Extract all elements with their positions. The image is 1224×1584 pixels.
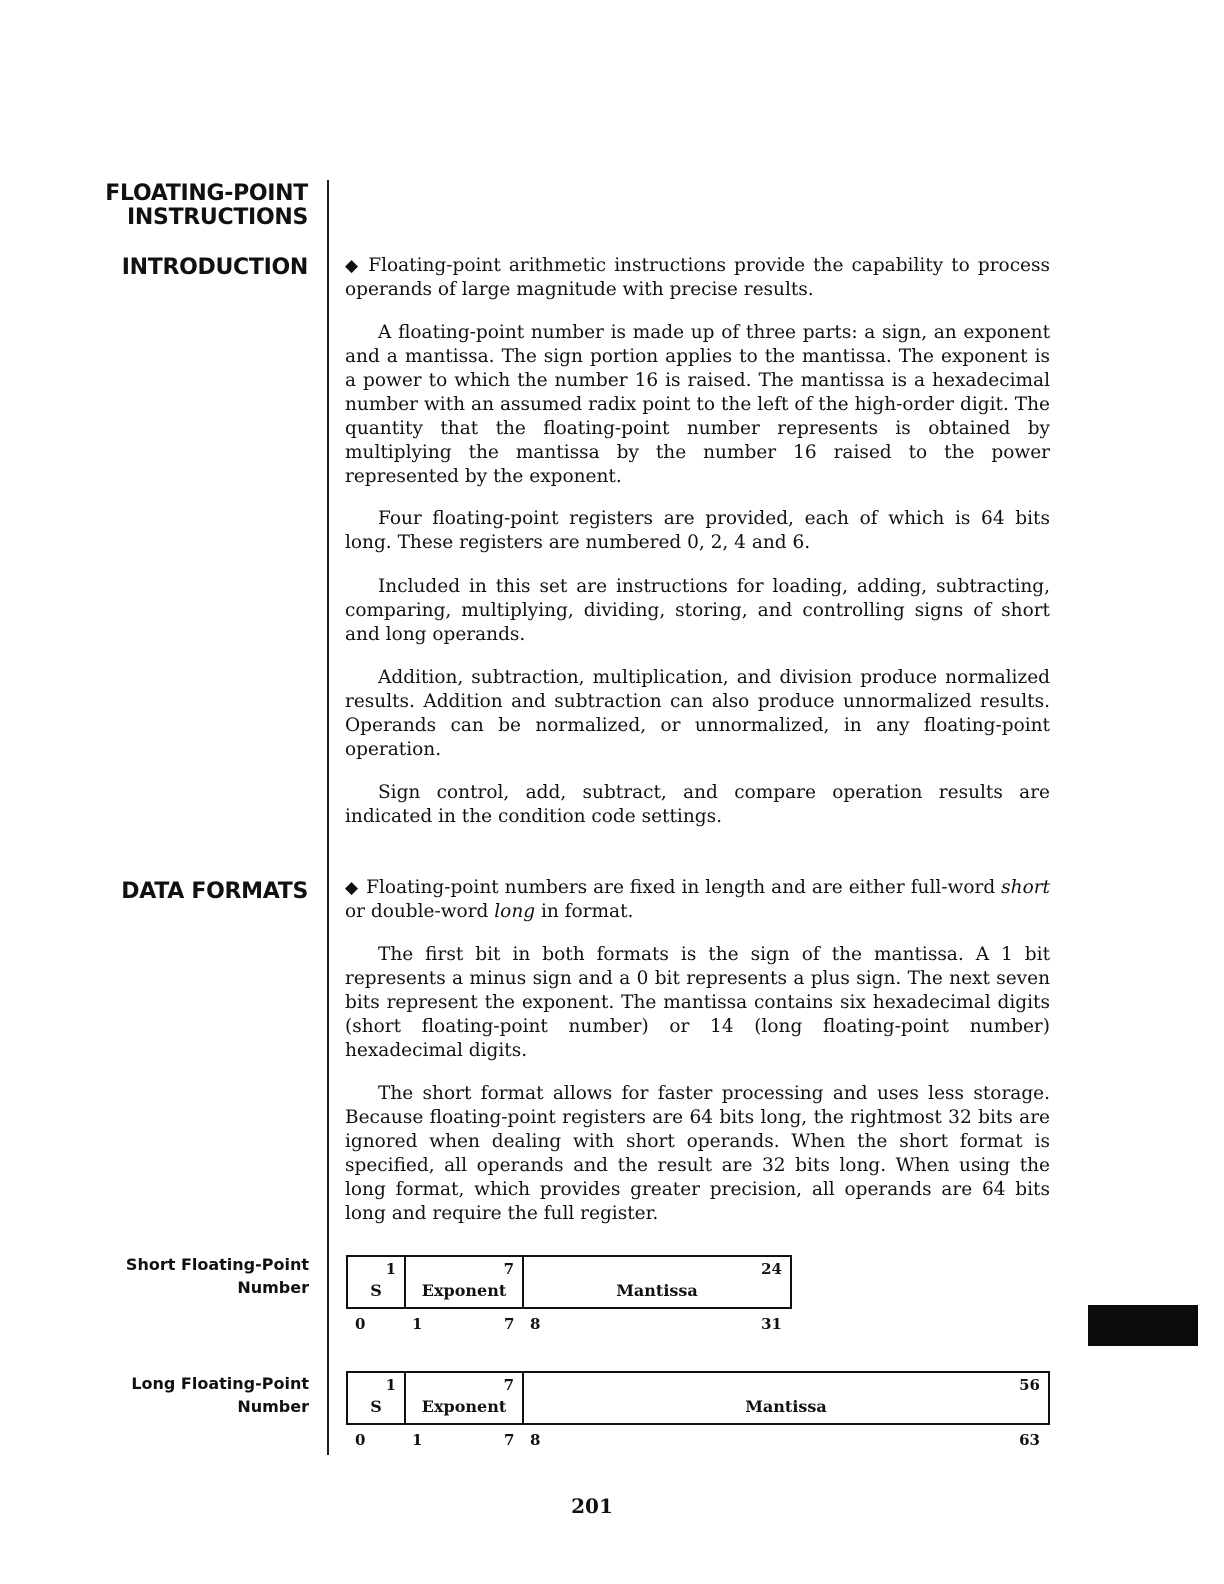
short-bit-positions [346, 1315, 792, 1335]
intro-paragraph-3: Four floating-point registers are provided, each of which is 64 bits long. These registers are numbered 0, 2, 4 and 6. [345, 508, 1050, 553]
mantissa-field [524, 1373, 1048, 1423]
intro-paragraph-2: A floating-point number is made up of three parts: a sign, an exponent and a mantissa. The sign portion applies to the mantissa. The exponent is a power to which the number 16 is raised. The mantissa is a hexadecimal number with an assumed radix point to the left of the high-order digit. The quantity that the floating-point number represents is obtained by multiplying the mantissa by the number 16 raised to the power represented by the exponent. [345, 322, 1050, 487]
field-name: S [370, 1397, 382, 1416]
bit-label: 1 [412, 1315, 423, 1333]
field-name: Mantissa [616, 1281, 698, 1300]
section-title: FLOATING-POINT INSTRUCTIONS [105, 181, 308, 230]
data-formats-paragraph-3: The short format allows for faster processing and uses less storage. Because floating-point registers are 64 bits long, the rightmost 32 bits are ignored when dealing with short operands. When the short format is specified, all operands and the result are 32 bits long. When using the long format, which provides greater precision, all operands are 64 bits long and require the full register. [345, 1083, 1050, 1224]
field-width: 24 [761, 1260, 782, 1278]
section-tab-marker [1088, 1305, 1198, 1346]
bit-label: 8 [530, 1315, 541, 1333]
page-number: 201 [571, 1494, 613, 1518]
bit-label: 1 [412, 1431, 423, 1449]
df-p1-a: Floating-point numbers are fixed in length and are either full-word [366, 877, 996, 898]
df-p1-short: short [1001, 877, 1050, 898]
df-p1-long: long [494, 901, 536, 922]
field-width: 1 [385, 1260, 396, 1278]
field-name: Exponent [421, 1281, 507, 1300]
df-p1-end: in format. [540, 901, 634, 922]
long-format-label: Long Floating-Point Number [131, 1374, 309, 1416]
data-formats-paragraph-1 [345, 876, 1050, 924]
sign-field [348, 1373, 406, 1423]
bit-label: 0 [355, 1431, 366, 1449]
bit-label: 63 [1019, 1431, 1040, 1449]
field-name: Mantissa [745, 1397, 827, 1416]
intro-paragraph-1 [345, 254, 1050, 302]
heading-introduction: INTRODUCTION [121, 255, 308, 280]
long-format-diagram [346, 1371, 1050, 1425]
sign-field [348, 1257, 406, 1307]
short-format-label: Short Floating-Point Number [125, 1255, 309, 1297]
bit-label: 7 [504, 1315, 515, 1333]
field-name: Exponent [421, 1397, 507, 1416]
field-width: 56 [1019, 1376, 1040, 1394]
intro-paragraph-5: Addition, subtraction, multiplication, and division produce normalized results. Addition and subtraction can also produce unnormalized results. Operands can be normalized, or unnormalized, in any floating-point operation. [345, 667, 1050, 760]
long-bit-positions [346, 1431, 1050, 1451]
df-p1-mid: or double-word [345, 901, 489, 922]
bit-label: 0 [355, 1315, 366, 1333]
heading-data-formats: DATA FORMATS [121, 879, 308, 904]
diamond-bullet-icon: ◆ [345, 256, 361, 276]
intro-paragraph-1-text: Floating-point arithmetic instructions provide the capability to process operands of large magnitude with precise results. [345, 255, 1050, 300]
bit-label: 7 [504, 1431, 515, 1449]
short-format-diagram [346, 1255, 792, 1309]
field-name: S [370, 1281, 382, 1300]
bit-label: 8 [530, 1431, 541, 1449]
data-formats-paragraph-2: The first bit in both formats is the sign of the mantissa. A 1 bit represents a minus sign and a 0 bit represents a plus sign. The next seven bits represent the exponent. The mantissa contains six hexadecimal digits (short floating-point number) or 14 (long floating-point number) hexadecimal digits. [345, 944, 1050, 1061]
exponent-field [406, 1257, 524, 1307]
vertical-rule [327, 180, 329, 1455]
intro-paragraph-6: Sign control, add, subtract, and compare operation results are indicated in the condition code settings. [345, 782, 1050, 827]
bit-label: 31 [761, 1315, 782, 1333]
exponent-field [406, 1373, 524, 1423]
mantissa-field [524, 1257, 790, 1307]
diamond-bullet-icon: ◆ [345, 878, 359, 898]
field-width: 7 [503, 1376, 514, 1394]
field-width: 7 [503, 1260, 514, 1278]
intro-paragraph-4: Included in this set are instructions for loading, adding, subtracting, comparing, multiplying, dividing, storing, and controlling signs of short and long operands. [345, 576, 1050, 645]
field-width: 1 [385, 1376, 396, 1394]
